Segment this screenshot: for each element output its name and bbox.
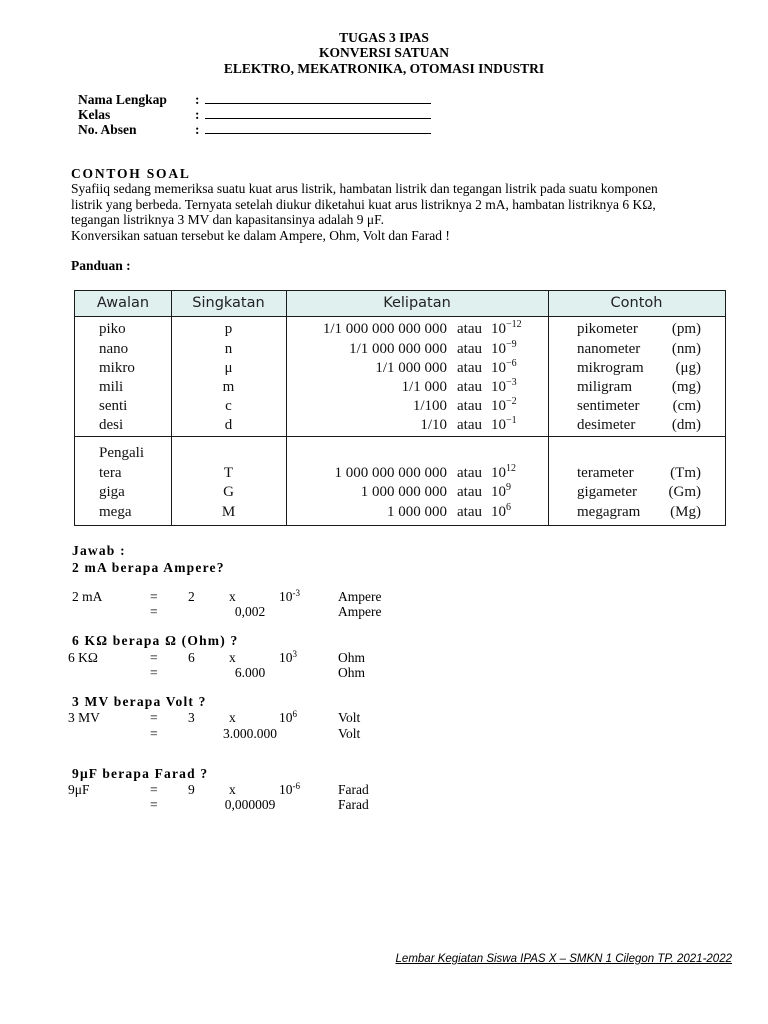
field-kelas[interactable] <box>78 107 431 122</box>
power-exponent: 3 <box>292 649 297 659</box>
prefix-table <box>74 290 726 526</box>
power-base: 10 <box>491 321 506 337</box>
multiple-value: 1/10 <box>420 417 447 433</box>
equals-sign: = <box>150 726 158 741</box>
atau-word: atau <box>457 321 482 337</box>
power-exponent: −9 <box>506 339 517 350</box>
question-heading: 9μF berapa Farad ? <box>72 766 209 781</box>
example-unit-name: miligram <box>577 379 632 395</box>
unit-label: Farad <box>338 782 369 797</box>
multiple-value: 1/100 <box>412 398 447 414</box>
prefix-symbol: μ <box>224 360 233 376</box>
power-base: 10 <box>279 782 293 797</box>
prefix-name: tera <box>99 465 122 481</box>
example-unit-symbol: (Gm) <box>668 484 701 500</box>
example-unit-symbol: (Tm) <box>670 465 701 481</box>
prefix-name: desi <box>99 417 124 433</box>
field-label: Kelas <box>78 107 111 122</box>
example-unit-name: desimeter <box>577 417 636 433</box>
given-value: 6 KΩ <box>68 650 98 665</box>
power-base: 10 <box>491 360 506 376</box>
times-sign: x <box>229 650 236 665</box>
unit-label: Farad <box>338 797 369 812</box>
given-value: 2 mA <box>72 589 103 604</box>
prefix-name: senti <box>99 398 128 414</box>
times-sign: x <box>229 782 236 797</box>
power-of-ten <box>491 359 517 378</box>
footer-text: Lembar Kegiatan Siswa IPAS X – SMKN 1 Cilegon TP. 2021-2022 <box>395 953 732 965</box>
fill-in-line[interactable] <box>205 122 431 134</box>
atau-word: atau <box>457 398 482 414</box>
example-unit-symbol: (dm) <box>671 417 701 433</box>
power-of-ten <box>279 710 297 725</box>
atau-word: atau <box>457 504 482 520</box>
prefix-name: piko <box>99 321 126 337</box>
example-line-4: Konversikan satuan tersebut ke dalam Ampere, Ohm, Volt dan Farad ! <box>71 228 450 243</box>
header-awalan: Awalan <box>96 295 150 311</box>
example-line-2: listrik yang berbeda. Ternyata setelah diukur diketahui kuat arus listriknya 2 mA, hambatan listriknya 6 KΩ, <box>71 197 656 212</box>
coefficient: 6 <box>188 650 195 665</box>
header-kelipatan: Kelipatan <box>383 295 451 311</box>
example-unit-symbol: (mg) <box>671 379 701 395</box>
prefix-name: mega <box>99 504 132 520</box>
power-exponent: −3 <box>506 377 517 388</box>
column-divider <box>286 291 287 525</box>
power-base: 10 <box>491 484 506 500</box>
unit-label: Volt <box>338 710 361 725</box>
coefficient: 3 <box>188 710 195 725</box>
power-exponent: −12 <box>506 319 522 330</box>
given-value: 3 MV <box>68 710 100 725</box>
unit-label: Ohm <box>338 650 365 665</box>
header-singkatan: Singkatan <box>192 295 265 311</box>
atau-word: atau <box>457 484 482 500</box>
prefix-symbol: c <box>225 398 232 414</box>
example-unit-name: pikometer <box>577 321 638 337</box>
prefix-name: mili <box>99 379 124 395</box>
example-unit-symbol: (μg) <box>675 360 701 376</box>
example-unit-symbol: (pm) <box>671 321 701 337</box>
atau-word: atau <box>457 360 482 376</box>
example-unit-symbol: (Mg) <box>670 504 701 520</box>
prefix-symbol: p <box>224 321 233 337</box>
fill-in-line[interactable] <box>205 92 431 104</box>
example-line-1: Syafiiq sedang memeriksa suatu kuat arus listrik, hambatan listrik dan tegangan listrik pada suatu komponen <box>71 181 658 196</box>
field-nama-lengkap[interactable] <box>78 92 431 107</box>
result-value: 3.000.000 <box>223 726 277 741</box>
atau-word: atau <box>457 379 482 395</box>
multiple-value: 1/1 000 <box>401 379 447 395</box>
pengali-label: Pengali <box>99 445 144 461</box>
result-value: 0,002 <box>234 604 266 619</box>
power-base: 10 <box>491 465 506 481</box>
example-unit-name: gigameter <box>577 484 637 500</box>
multiple-value: 1 000 000 000 000 <box>334 465 447 481</box>
power-exponent: 6 <box>506 502 511 513</box>
power-of-ten <box>279 650 297 665</box>
atau-word: atau <box>457 465 482 481</box>
question-heading: 6 KΩ berapa Ω (Ohm) ? <box>72 633 239 648</box>
prefix-symbol: G <box>223 484 234 500</box>
field-label: No. Absen <box>78 122 137 137</box>
title-line-1: TUGAS 3 IPAS <box>339 30 429 45</box>
power-base: 10 <box>279 589 293 604</box>
example-unit-name: megagram <box>577 504 641 520</box>
prefix-name: nano <box>99 341 129 357</box>
times-sign: x <box>229 710 236 725</box>
power-base: 10 <box>491 504 506 520</box>
unit-label: Ohm <box>338 665 365 680</box>
title-line-3: ELEKTRO, MEKATRONIKA, OTOMASI INDUSTRI <box>223 61 545 76</box>
given-value: 9μF <box>68 782 90 797</box>
power-of-ten <box>491 378 517 397</box>
power-base: 10 <box>279 650 293 665</box>
prefix-symbol: m <box>222 379 235 395</box>
question-heading: 3 MV berapa Volt ? <box>72 694 207 709</box>
multiple-value: 1/1 000 000 000 <box>349 341 447 357</box>
example-unit-symbol: (cm) <box>672 398 701 414</box>
power-of-ten <box>491 397 517 416</box>
panduan-label: Panduan : <box>71 258 131 273</box>
equals-sign: = <box>150 650 158 665</box>
power-exponent: −1 <box>506 415 517 426</box>
prefix-symbol: d <box>224 417 233 433</box>
prefix-symbol: n <box>224 341 233 357</box>
power-exponent: -3 <box>292 588 300 598</box>
field-no-absen[interactable] <box>78 122 431 137</box>
power-of-ten <box>491 464 516 483</box>
equals-sign: = <box>150 665 158 680</box>
equals-sign: = <box>150 710 158 725</box>
example-unit-name: nanometer <box>577 341 641 357</box>
question-heading: 2 mA berapa Ampere? <box>72 560 225 575</box>
prefix-name: giga <box>99 484 125 500</box>
multiple-value: 1 000 000 <box>387 504 447 520</box>
unit-label: Ampere <box>338 604 382 619</box>
power-base: 10 <box>491 341 506 357</box>
power-exponent: -6 <box>292 781 300 791</box>
equals-sign: = <box>150 797 158 812</box>
example-unit-symbol: (nm) <box>671 341 701 357</box>
example-unit-name: mikrogram <box>577 360 644 376</box>
title-line-2: KONVERSI SATUAN <box>319 45 449 60</box>
field-colon: : <box>195 107 200 122</box>
power-of-ten <box>279 782 300 797</box>
unit-label: Volt <box>338 726 361 741</box>
atau-word: atau <box>457 341 482 357</box>
power-of-ten <box>491 503 511 522</box>
power-base: 10 <box>491 417 506 433</box>
unit-label: Ampere <box>338 589 382 604</box>
jawab-heading: Jawab : <box>72 543 126 558</box>
column-divider <box>548 291 549 525</box>
power-base: 10 <box>491 398 506 414</box>
power-exponent: 9 <box>506 482 511 493</box>
field-colon: : <box>195 122 200 137</box>
power-of-ten <box>491 483 511 502</box>
prefix-symbol: M <box>221 504 236 520</box>
power-base: 10 <box>491 379 506 395</box>
power-of-ten <box>491 340 517 359</box>
result-value: 0,000009 <box>224 797 276 812</box>
prefix-symbol: T <box>223 465 234 481</box>
equals-sign: = <box>150 782 158 797</box>
multiple-value: 1/1 000 000 000 000 <box>322 321 447 337</box>
power-exponent: 6 <box>292 709 297 719</box>
field-label: Nama Lengkap <box>78 92 167 107</box>
power-of-ten <box>279 589 300 604</box>
power-of-ten <box>491 416 517 435</box>
contoh-soal-heading: CONTOH SOAL <box>71 166 191 181</box>
field-colon: : <box>195 92 200 107</box>
example-unit-name: terameter <box>577 465 634 481</box>
multiple-value: 1/1 000 000 <box>375 360 447 376</box>
power-exponent: −6 <box>506 358 517 369</box>
result-value: 6.000 <box>234 665 266 680</box>
coefficient: 9 <box>188 782 195 797</box>
times-sign: x <box>229 589 236 604</box>
multiple-value: 1 000 000 000 <box>360 484 447 500</box>
row-divider <box>75 436 725 437</box>
prefix-name: mikro <box>99 360 135 376</box>
equals-sign: = <box>150 604 158 619</box>
power-exponent: −2 <box>506 396 517 407</box>
equals-sign: = <box>150 589 158 604</box>
header-contoh: Contoh <box>610 295 663 311</box>
atau-word: atau <box>457 417 482 433</box>
example-line-3: tegangan listriknya 3 MV dan kapasitansinya adalah 9 μF. <box>71 212 384 227</box>
fill-in-line[interactable] <box>205 107 431 119</box>
coefficient: 2 <box>188 589 195 604</box>
power-base: 10 <box>279 710 293 725</box>
power-exponent: 12 <box>506 463 516 474</box>
power-of-ten <box>491 320 522 339</box>
example-unit-name: sentimeter <box>577 398 640 414</box>
